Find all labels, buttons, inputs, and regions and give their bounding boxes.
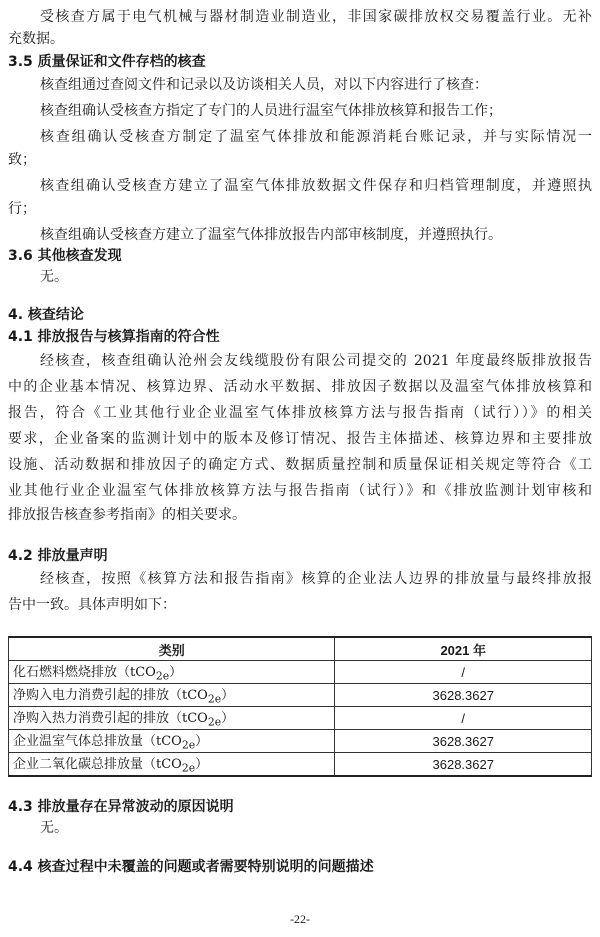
table-row <box>9 661 592 684</box>
row-label: 净购入电力消费引起的排放（tCO$_{2e}$） <box>9 684 335 707</box>
section-3-5-heading: 3.5 质量保证和文件存档的核查 <box>8 54 206 70</box>
sec35-paragraph-3-line2: 致； <box>8 152 36 168</box>
page-number: -22- <box>290 912 310 926</box>
sec42-line-1: 经核查，按照《核算方法和报告指南》核算的企业法人边界的排放量与最终排放报 <box>40 571 592 587</box>
sec34-text-line1: 受核查方属于电气机械与器材制造业制造业，非国家碳排放权交易覆盖行业。无补 <box>40 9 592 25</box>
sec35-paragraph-1: 核查组通过查阅文件和记录以及访谈相关人员，对以下内容进行了核查： <box>40 77 488 93</box>
row-label: 化石燃料燃烧排放（tCO$_{2e}$） <box>9 661 335 684</box>
sec42-line-2: 告中一致。具体声明如下： <box>8 597 176 613</box>
section-4-2-heading: 4.2 排放量声明 <box>8 548 108 564</box>
table-row <box>9 753 592 777</box>
section-4-3-heading: 4.3 排放量存在异常波动的原因说明 <box>8 799 234 815</box>
section-3-6-heading: 3.6 其他核查发现 <box>8 248 122 264</box>
row-label: 企业温室气体总排放量（tCO$_{2e}$） <box>9 730 335 753</box>
row-label: 净购入热力消费引起的排放（tCO$_{2e}$） <box>9 707 335 730</box>
section-4-4-heading: 4.4 核查过程中未覆盖的问题或者需要特别说明的问题描述 <box>8 859 374 875</box>
sec41-line-5: 设施、活动数据和排放因子的确定方式、数据质量控制和质量保证相关规定等符合《工 <box>8 457 592 473</box>
table-header-row <box>9 637 592 661</box>
sec41-line-6: 业其他行业企业温室气体排放核算方法与报告指南（试行）》和《排放监测计划审核和 <box>8 483 592 499</box>
sec41-line-2: 中的企业基本情况、核算边界、活动水平数据、排放因子数据以及温室气体排放核算和 <box>8 379 592 395</box>
sec35-paragraph-5: 核查组确认受核查方建立了温室气体排放报告内部审核制度，并遵照执行。 <box>40 227 502 243</box>
sec41-line-4: 要求，企业备案的监测计划中的版本及修订情况、报告主体描述、核算边界和主要排放 <box>8 431 592 447</box>
sec35-paragraph-3-line1: 核查组确认受核查方制定了温室气体排放和能源消耗台账记录，并与实际情况一 <box>40 129 592 145</box>
sec36-text: 无。 <box>40 269 68 285</box>
row-value: 3628.3627 <box>335 730 592 753</box>
emissions-table <box>8 636 592 777</box>
row-label: 企业二氧化碳总排放量（tCO$_{2e}$） <box>9 753 335 777</box>
table-row <box>9 730 592 753</box>
section-4-heading: 4. 核查结论 <box>8 307 84 323</box>
table-row <box>9 684 592 707</box>
section-4-1-heading: 4.1 排放报告与核算指南的符合性 <box>8 329 220 345</box>
sec34-text-line2: 充数据。 <box>8 31 64 47</box>
sec35-paragraph-4-line2: 行； <box>8 201 36 217</box>
sec41-line-7: 排放报告核查参考指南》的相关要求。 <box>8 507 246 523</box>
row-value: / <box>335 707 592 730</box>
row-value: 3628.3627 <box>335 684 592 707</box>
header-year: 2021 年 <box>335 637 592 661</box>
row-value: 3628.3627 <box>335 753 592 777</box>
sec35-paragraph-2: 核查组确认受核查方指定了专门的人员进行温室气体排放核算和报告工作； <box>40 103 502 119</box>
sec35-paragraph-4-line1: 核查组确认受核查方建立了温室气体排放数据文件保存和归档管理制度，并遵照执 <box>40 178 592 194</box>
sec43-text: 无。 <box>40 820 68 836</box>
row-value: / <box>335 661 592 684</box>
table-row <box>9 707 592 730</box>
sec41-line-3: 报告，符合《工业其他行业企业温室气体排放核算方法与报告指南（试行））》的相关 <box>8 405 592 421</box>
sec41-line-1: 经核查，核查组确认沧州会友线缆股份有限公司提交的 2021 年度最终版排放报告 <box>40 353 592 369</box>
header-category: 类别 <box>9 637 335 661</box>
